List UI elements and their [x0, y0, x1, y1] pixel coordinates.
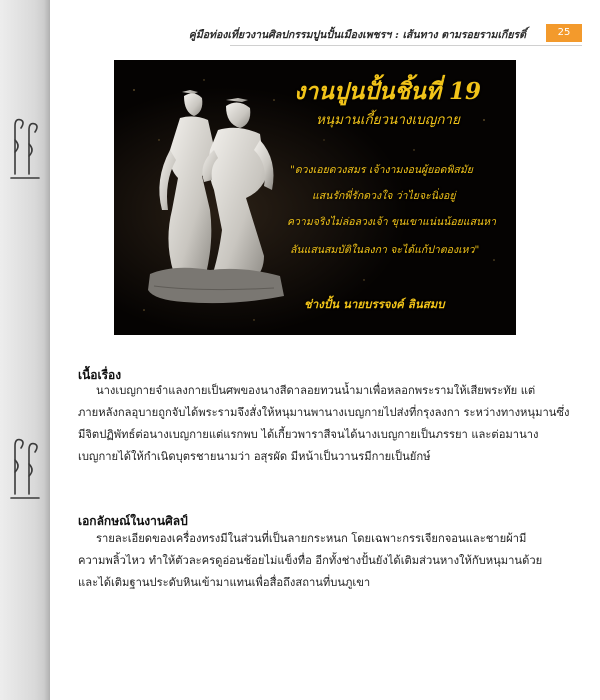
poster-subtitle: หนุมานเกี้ยวนางเบญกาย — [316, 112, 460, 128]
thai-ornament-icon — [7, 432, 43, 502]
section-heading-art-identity: เอกลักษณ์ในงานศิลป์ — [78, 514, 188, 528]
paragraph-line: นางเบญกายจำแลงกายเป็นศพของนางสีดาลอยทวนน้ำมาเพื่อหลอกพระรามให้เสียพระทัย แต่ — [96, 384, 536, 397]
story-paragraph — [78, 380, 570, 468]
margin-shadow — [44, 0, 50, 700]
paragraph-line: ความพลิ้วไหว ทำให้ตัวละครดูอ่อนช้อยไม่แข็งทื่อ อีกทั้งช่างปั้นยังได้เติมส่วนหางให้กับหนุมานด้วย — [78, 554, 543, 567]
page-number-badge: 25 — [546, 24, 582, 42]
section-heading-story: เนื้อเรื่อง — [78, 368, 122, 382]
header-title: คู่มือท่องเที่ยวงานศิลปกรรมปูนปั้นเมืองเพชรฯ : เส้นทาง ตามรอยรามเกียรติ์ — [188, 29, 526, 41]
paragraph-line: มีจิตปฏิพัทธ์ต่อนางเบญกายแต่แรกพบ ได้เกี้ยวพาราสีจนได้นางเบญกายเป็นภรรยา และต่อมานาง — [78, 428, 539, 441]
poster-verse-line: แสนรักพี่รักดวงใจ ว่าไยจะนิ่งอยู่ — [312, 190, 456, 202]
page-header — [188, 24, 582, 44]
left-margin-strip — [0, 0, 50, 700]
art-identity-paragraph — [78, 528, 558, 594]
poster-verse-line: ความจริงไม่ล่อลวงเจ้า ขุนเขาแน่นน้อยแสนหา — [287, 216, 496, 228]
paragraph-line: เบญกายได้ให้กำเนิดบุตรชายนามว่า อสุรผัด มีหน้าเป็นวานรมีกายเป็นยักษ์ — [78, 450, 431, 463]
poster-title: งานปูนปั้นชิ้นที่ 19 — [294, 78, 482, 105]
sculpture-poster — [114, 60, 516, 335]
poster-verse-line: "ดวงเอยดวงสมร เจ้างามงอนผู้ยอดพิสมัย — [290, 164, 473, 176]
header-divider — [230, 45, 582, 46]
paragraph-line: และได้เติมฐานประดับหินเข้ามาแทนเพื่อสื่อถึงสถานที่บนภูเขา — [78, 576, 371, 589]
thai-ornament-icon — [7, 112, 43, 182]
poster-artist-credit: ช่างปั้น นายบรรจงค์ ลินสมบ — [304, 297, 445, 311]
paragraph-line: ภายหลังกลอุบายถูกจับได้พระรามจึงสั่งให้หนุมานพานางเบญกายไปส่งที่กรุงลงกา ระหว่างทางหนุมานซึ่ง — [78, 406, 570, 419]
paragraph-line: รายละเอียดของเครื่องทรงมีในส่วนที่เป็นลายกระหนก โดยเฉพาะกรรเจียกจอนและชายผ้ามี — [96, 532, 527, 545]
poster-verse-line: ลันแสนสมบัติในลงกา จะได้แก้ปาตองเหว" — [290, 244, 480, 256]
